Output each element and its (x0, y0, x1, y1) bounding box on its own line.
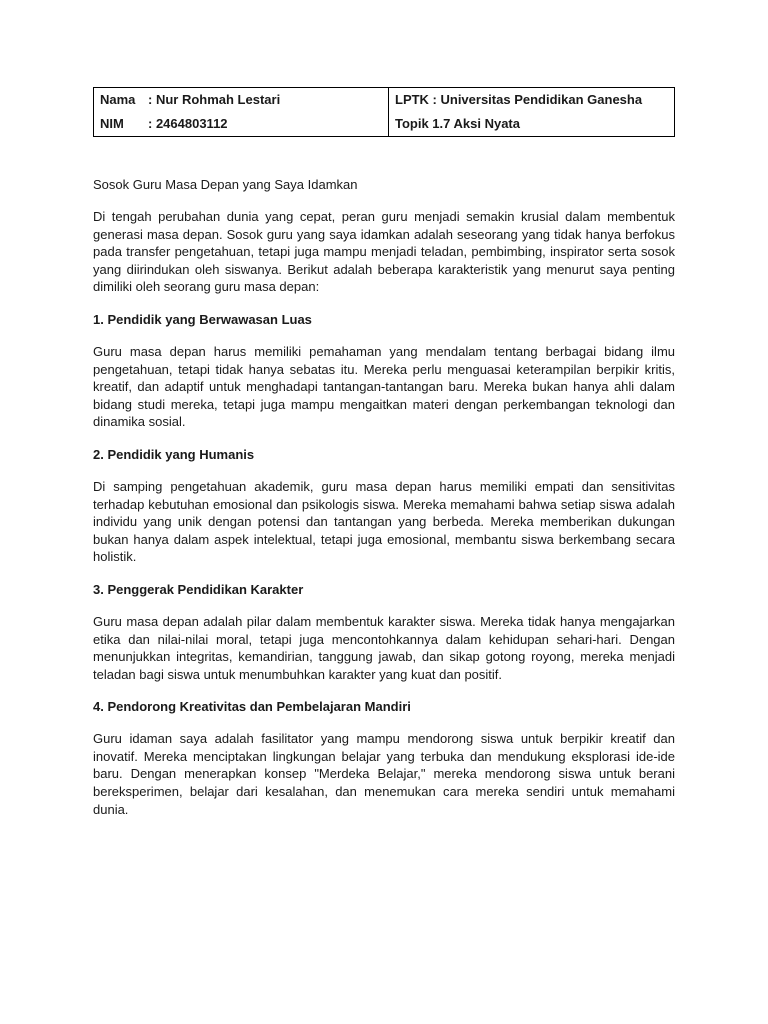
topik-cell: Topik 1.7 Aksi Nyata (395, 116, 520, 131)
nim-value: : 2464803112 (148, 116, 228, 131)
section-1-heading: 1. Pendidik yang Berwawasan Luas (93, 311, 312, 327)
nim-label: NIM (100, 116, 124, 131)
document-title: Sosok Guru Masa Depan yang Saya Idamkan (93, 177, 358, 192)
identity-row-1 (94, 88, 675, 113)
nim-cell (94, 112, 389, 137)
section-3-body: Guru masa depan adalah pilar dalam membentuk karakter siswa. Mereka tidak hanya mengajarkan etika dan nilai-nilai moral, tetapi juga mencontohkannya dalam kehidupan sehari-hari. Dengan menunjukkan integritas, kemandirian, tanggung jawab, dan sikap gotong royong, mereka menjadi teladan bagi siswa untuk menumbuhkan karakter yang kuat dan positif. (93, 613, 675, 682)
section-4-body: Guru idaman saya adalah fasilitator yang mampu mendorong siswa untuk berpikir kreatif dan inovatif. Mereka menciptakan lingkungan belajar yang terbuka dan mendukung eksplorasi ide-ide baru. Dengan menerapkan konsep "Merdeka Belajar," mereka mendorong siswa untuk berani bereksperimen, belajar dari kesalahan, dan menemukan cara mereka sendiri untuk memahami dunia. (93, 731, 675, 817)
identity-row-2 (94, 112, 675, 137)
lptk-cell: LPTK : Universitas Pendidikan Ganesha (395, 92, 643, 107)
section-1-body: Guru masa depan harus memiliki pemahaman yang mendalam tentang berbagai bidang ilmu pengetahuan, tetapi tidak hanya sebatas itu. Mereka perlu menguasai keterampilan berpikir kritis, kreatif, dan adaptif untuk menghadapi tantangan-tantangan baru. Mereka bukan hanya ahli dalam bidang studi mereka, tetapi juga mampu mengaitkan materi dengan perkembangan teknologi dan dinamika sosial. (93, 343, 675, 430)
nama-value: : Nur Rohmah Lestari (148, 92, 281, 107)
section-4-heading: 4. Pendorong Kreativitas dan Pembelajaran Mandiri (93, 699, 411, 715)
name-cell (94, 88, 389, 113)
nama-label: Nama (100, 92, 136, 107)
section-3-heading: 3. Penggerak Pendidikan Karakter (93, 581, 304, 597)
section-2-heading: 2. Pendidik yang Humanis (93, 446, 255, 462)
identity-table (93, 87, 675, 137)
document-page (93, 87, 675, 818)
intro-paragraph: Di tengah perubahan dunia yang cepat, peran guru menjadi semakin krusial dalam membentuk generasi masa depan. Sosok guru yang saya idamkan adalah seseorang yang tidak hanya berfokus pada transfer pengetahuan, tetapi juga mampu menjadi teladan, pembimbing, inspirator serta sosok yang diirindukan oleh siswanya. Berikut adalah beberapa karakteristik yang menurut saya penting dimiliki oleh seorang guru masa depan: (93, 209, 675, 295)
section-2-body: Di samping pengetahuan akademik, guru masa depan harus memiliki empati dan sensitivitas terhadap kebutuhan emosional dan psikologis siswa. Mereka memahami bahwa setiap siswa adalah individu yang unik dengan potensi dan tantangan yang berbeda. Mereka memberikan dukungan bukan hanya dalam aspek intelektual, tetapi juga emosional, membantu siswa berkembang secara holistik. (93, 478, 675, 565)
